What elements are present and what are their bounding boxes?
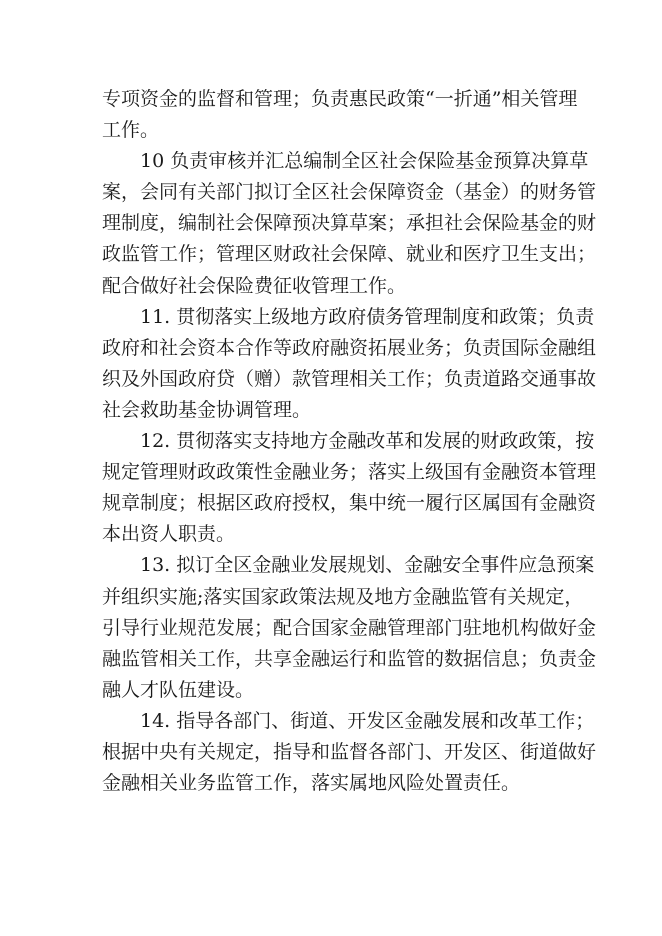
text-line: 工作。 <box>102 119 160 142</box>
paragraph <box>102 706 597 799</box>
text-line: 12. 贯彻落实支持地方金融改革和发展的财政政策，按 <box>140 430 595 453</box>
text-line: 理制度，编制社会保障预决算草案；承担社会保险基金的财 <box>102 212 597 235</box>
text-line: 规章制度；根据区政府授权，集中统一履行区属国有金融资 <box>102 492 597 515</box>
text-line: 本出资人职责。 <box>102 523 236 546</box>
text-line: 根据中央有关规定，指导和监督各部门、开发区、街道做好 <box>102 740 597 763</box>
text-line: 并组织实施;落实国家政策法规及地方金融监管有关规定， <box>102 585 584 608</box>
text-line: 社会救助基金协调管理。 <box>102 398 312 421</box>
text-line: 配合做好社会保险费征收管理工作。 <box>102 274 407 297</box>
text-line: 织及外国政府贷（赠）款管理相关工作；负责道路交通事故 <box>102 367 597 390</box>
text-line: 引导行业规范发展；配合国家金融管理部门驻地机构做好金 <box>102 616 597 639</box>
document-body <box>102 84 597 799</box>
text-line: 13. 拟订全区金融业发展规划、金融安全事件应急预案 <box>140 554 595 577</box>
text-line: 案，会同有关部门拟订全区社会保障资金（基金）的财务管 <box>102 181 597 204</box>
paragraph <box>102 302 597 426</box>
text-line: 融监管相关工作，共享金融运行和监管的数据信息；负责金 <box>102 647 597 670</box>
paragraph <box>102 426 597 550</box>
text-line: 10 负责审核并汇总编制全区社会保险基金预算决算草 <box>140 150 589 173</box>
paragraph <box>102 146 597 301</box>
text-line: 政府和社会资本合作等政府融资拓展业务；负责国际金融组 <box>102 336 597 359</box>
text-line: 规定管理财政政策性金融业务；落实上级国有金融资本管理 <box>102 461 597 484</box>
text-line: 融人才队伍建设。 <box>102 678 255 701</box>
paragraph <box>102 84 578 146</box>
text-line: 14. 指导各部门、街道、开发区金融发展和改革工作； <box>140 709 595 732</box>
text-line: 政监管工作；管理区财政社会保障、就业和医疗卫生支出； <box>102 243 597 266</box>
text-line: 11. 贯彻落实上级地方政府债务管理制度和政策；负责 <box>140 305 595 328</box>
text-line: 专项资金的监督和管理；负责惠民政策“一折通”相关管理 <box>102 88 578 110</box>
paragraph <box>102 550 597 705</box>
text-line: 金融相关业务监管工作，落实属地风险处置责任。 <box>102 772 521 795</box>
